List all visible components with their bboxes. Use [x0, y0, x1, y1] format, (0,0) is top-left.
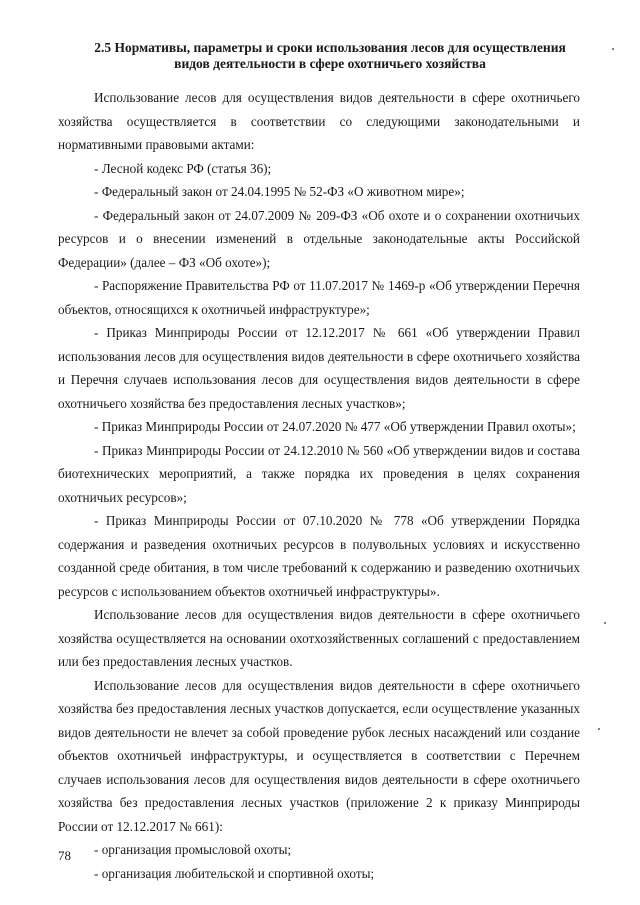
case-item-amateur-hunting: - организация любительской и спортивной охоты;: [94, 865, 375, 881]
paragraph-hunting-agreements: Использование лесов для осуществления видов деятельности в сфере охотничьего хозяйства осуществляется на основании охотхозяйственных соглашений с предоставлением или без предоставления лесных участков.: [58, 607, 580, 669]
act-item-forest-code: - Лесной кодекс РФ (статья 36);: [94, 160, 272, 176]
act-item-hunting-law: - Федеральный закон от 24.07.2009 № 209-ФЗ «Об охоте и о сохранении охотничьих ресурсов и о внесении изменений в отдельные законодательные акты Российской Федерации» (далее – ФЗ «Об охоте»);: [58, 207, 580, 270]
scan-speck: [612, 48, 614, 50]
document-body: [58, 86, 580, 885]
section-heading-line-1: 2.5 Нормативы, параметры и сроки использования лесов для осуществления: [94, 40, 566, 55]
scan-speck: [598, 728, 600, 730]
scan-speck: [604, 622, 606, 624]
act-item-animal-world-law: - Федеральный закон от 24.04.1995 № 52-ФЗ «О животном мире»;: [94, 184, 465, 199]
section-heading-line-2: видов деятельности в сфере охотничьего хозяйства: [174, 56, 486, 71]
intro-paragraph: Использование лесов для осуществления видов деятельности в сфере охотничьего хозяйства осуществляется в соответствии со следующими законодательными и нормативными правовыми актами:: [58, 90, 580, 152]
case-item-commercial-hunting: - организация промысловой охоты;: [94, 842, 292, 857]
act-item-order-477: - Приказ Минприроды России от 24.07.2020 № 477 «Об утверждении Правил охоты»;: [94, 419, 576, 434]
section-heading: [90, 40, 570, 72]
act-item-order-661: - Приказ Минприроды России от 12.12.2017 № 661 «Об утверждении Правил использования лесов для осуществления видов деятельности в сфере охотничьего хозяйства и Перечня случаев использования лесов для осуществления видов деятельности в сфере охотничьего хозяйства без предоставления лесных участков»;: [58, 325, 580, 411]
paragraph-without-plots: Использование лесов для осуществления видов деятельности в сфере охотничьего хозяйства без предоставления лесных участков допускается, если осуществление указанных видов деятельности не влечет за собой проведение рубок лесных насаждений или создание объектов охотничьей инфраструктуры, и осуществляется в соответствии с Перечнем случаев использования лесов для осуществления видов деятельности в сфере охотничьего хозяйства без предоставления лесных участков (приложение 2 к приказу Минприроды России от 12.12.2017 № 661):: [58, 677, 580, 834]
act-item-order-560: - Приказ Минприроды России от 24.12.2010 № 560 «Об утверждении видов и состава биотехнических мероприятий, а также порядка их проведения в целях сохранения охотничьих ресурсов»;: [58, 442, 580, 505]
act-item-government-order: - Распоряжение Правительства РФ от 11.07.2017 № 1469-р «Об утверждении Перечня объектов, относящихся к охотничьей инфраструктуре»;: [58, 278, 580, 317]
page-number: 78: [58, 848, 71, 863]
act-item-order-778: - Приказ Минприроды России от 07.10.2020 № 778 «Об утверждении Порядка содержания и разведения охотничьих ресурсов в полувольных условиях и искусственно созданной среде обитания, в том числе требований к содержанию и разведению охотничьих ресурсов с использованием объектов охотничьей инфраструктуры».: [58, 513, 580, 599]
